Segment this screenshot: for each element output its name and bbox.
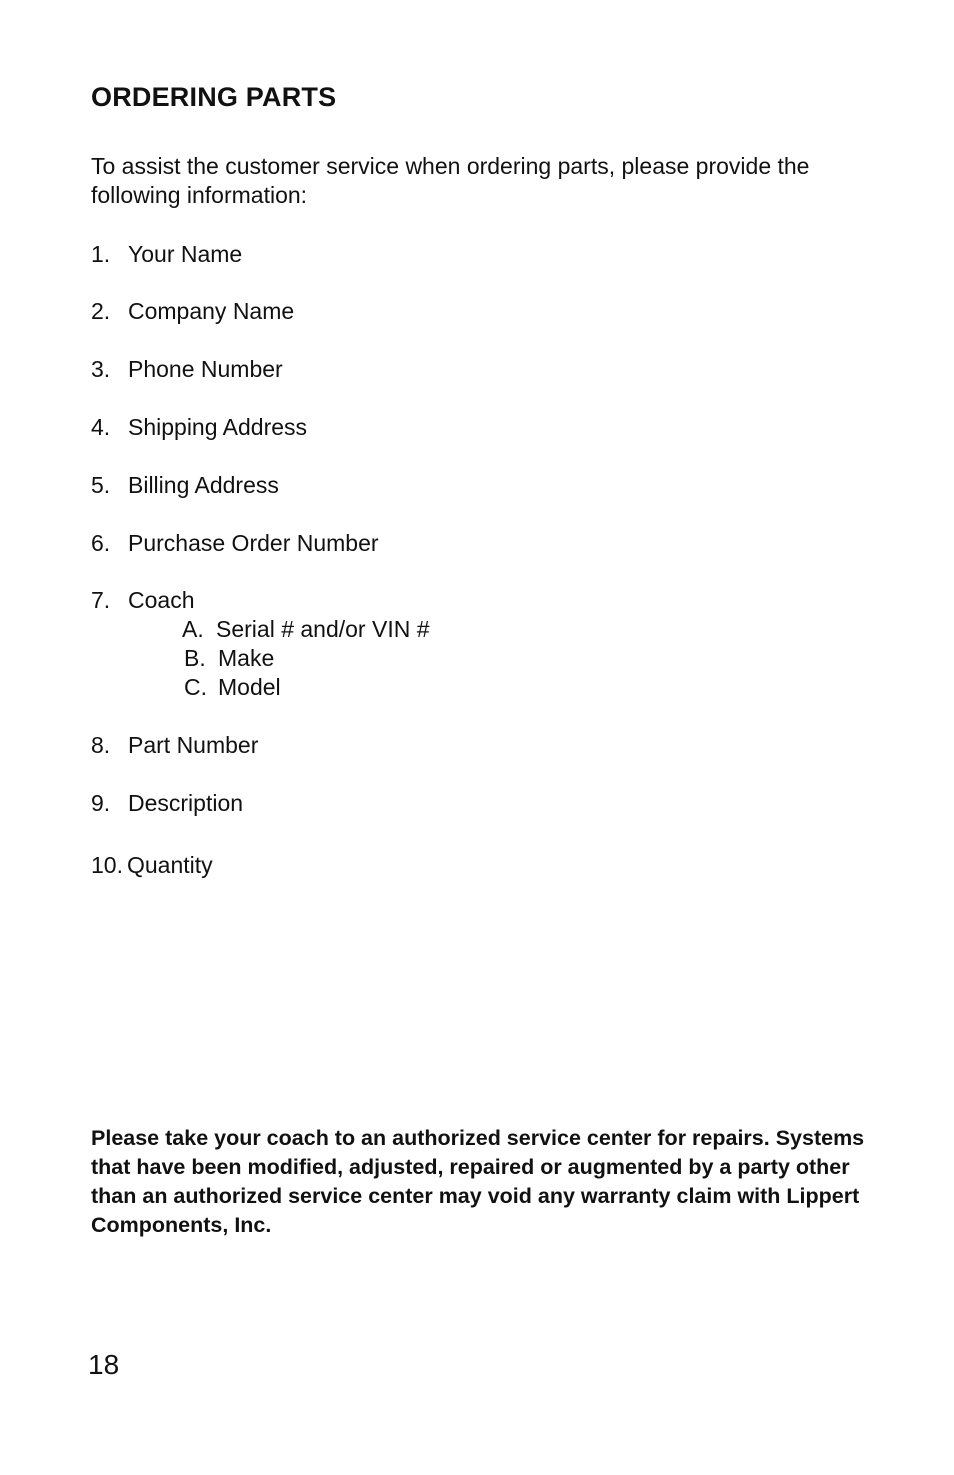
list-item-number: 2. (91, 298, 111, 324)
list-item-number: 8. (91, 732, 111, 758)
list-item-label: Company Name (128, 298, 295, 324)
list-item-billing-address (91, 471, 279, 500)
list-item-part-number (91, 731, 258, 760)
sub-item-serial-vin (182, 615, 430, 644)
sub-item-letter: A. (182, 616, 204, 642)
list-item-number: 10. (91, 852, 123, 878)
list-item-label: Purchase Order Number (128, 530, 379, 556)
list-item-label: Part Number (128, 732, 259, 758)
list-item-phone-number (91, 355, 283, 384)
sub-item-letter: B. (184, 645, 206, 671)
list-item-number: 6. (91, 530, 111, 556)
sub-item-model (184, 673, 281, 702)
sub-item-make (184, 644, 274, 673)
list-item-quantity (91, 851, 213, 880)
sub-item-label: Serial # and/or VIN # (216, 616, 430, 642)
list-item-label: Your Name (128, 241, 243, 267)
list-item-shipping-address (91, 413, 307, 442)
list-item-label: Billing Address (128, 472, 279, 498)
sub-item-letter: C. (184, 674, 207, 700)
list-item-number: 1. (91, 241, 111, 267)
list-item-number: 4. (91, 414, 111, 440)
list-item-number: 5. (91, 472, 111, 498)
list-item-label: Description (128, 790, 244, 816)
page-title: ORDERING PARTS (91, 82, 337, 112)
list-item-company-name (91, 297, 294, 326)
list-item-number: 9. (91, 790, 111, 816)
list-item-number: 3. (91, 356, 111, 382)
list-item-description (91, 789, 243, 818)
intro-paragraph: To assist the customer service when ordering parts, please provide the following information: (91, 153, 810, 208)
list-item-number: 7. (91, 587, 111, 613)
sub-item-label: Make (218, 645, 275, 671)
list-item-label: Phone Number (128, 356, 283, 382)
warranty-notice: Please take your coach to an authorized service center for repairs. Systems that have been modified, adjusted, repaired or augmented by a party other than an authorized service center may void any warranty claim with Lippert Components, Inc. (91, 1126, 865, 1237)
list-item-label: Quantity (127, 852, 213, 878)
list-item-purchase-order-number (91, 529, 379, 558)
sub-item-label: Model (218, 674, 281, 700)
list-item-your-name (91, 240, 242, 269)
list-item-label: Coach (128, 587, 195, 613)
list-item-coach (91, 586, 194, 615)
list-item-label: Shipping Address (128, 414, 308, 440)
page-number: 18 (88, 1349, 120, 1380)
